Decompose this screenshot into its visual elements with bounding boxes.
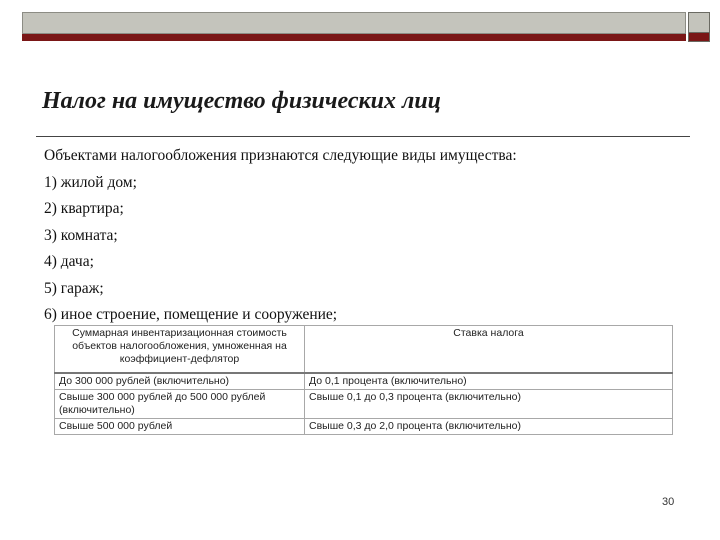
table-row [55,390,673,419]
table-cell: Свыше 0,3 до 2,0 процента (включительно) [305,419,673,435]
list-item: 2) квартира; [44,200,124,217]
table-cell: До 0,1 процента (включительно) [305,373,673,390]
title-divider [36,136,690,137]
taxable-objects-list [44,146,517,332]
list-item: 3) комната; [44,226,118,244]
table-row [55,419,673,435]
list-item: 6) иное строение, помещение и сооружение; [44,306,338,323]
header-cell-rate: Ставка налога [305,326,673,374]
corner-decoration [688,12,710,42]
table-cell: Свыше 500 000 рублей [55,419,305,435]
table-cell: Свыше 0,1 до 0,3 процента (включительно) [305,390,673,419]
tax-rate-table [54,325,673,435]
intro-line: Объектами налогообложения признаются следующие виды имущества: [44,147,517,164]
header-cell-value: Суммарная инвентаризационная стоимость объектов налогообложения, умноженная на коэффициент-дефлятор [55,326,305,374]
table-header-row [55,326,673,374]
page-number: 30 [662,496,675,508]
table-cell: Свыше 300 000 рублей до 500 000 рублей (включительно) [55,390,305,419]
list-item: 5) гараж; [44,279,104,297]
list-item: 4) дача; [44,253,94,270]
table-cell: До 300 000 рублей (включительно) [55,373,305,390]
table-row [55,373,673,390]
list-item: 1) жилой дом; [44,173,137,191]
header-band [22,12,686,34]
slide-title: Налог на имущество физических лиц [42,88,442,114]
header-accent-line [22,34,686,41]
